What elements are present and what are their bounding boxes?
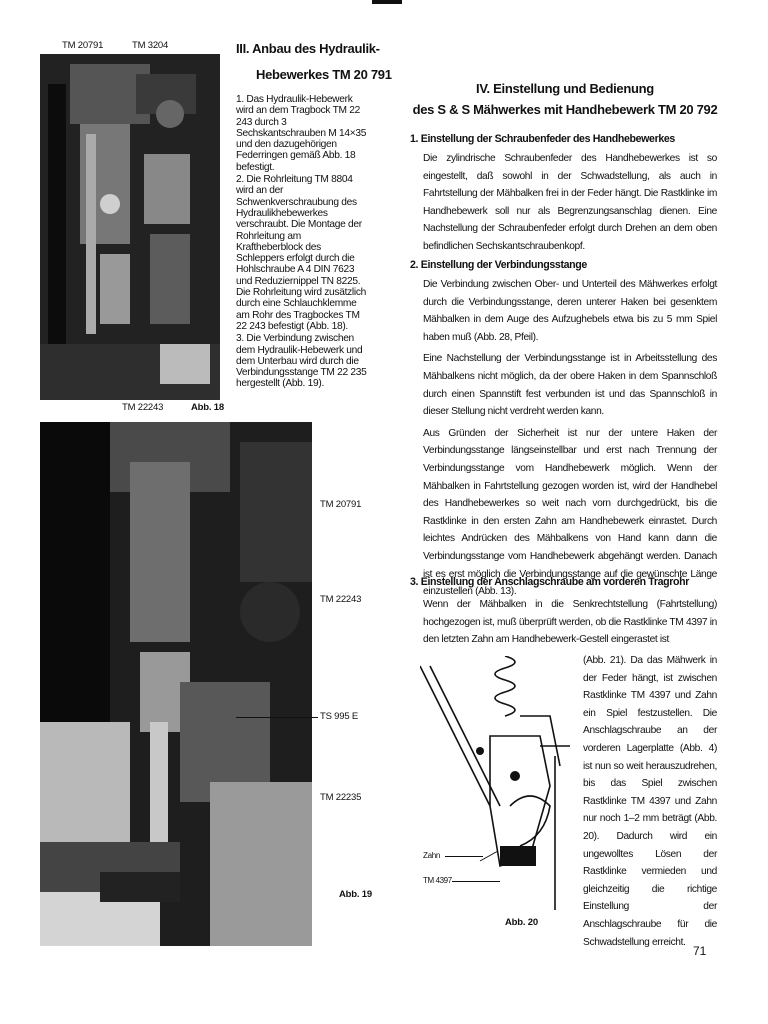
fig20-leader-tm4397 xyxy=(452,881,500,882)
fig19-caption: Abb. 19 xyxy=(339,889,372,900)
sub2-para-3: Aus Gründen der Sicherheit ist nur der untere Haken der Verbindungsstange längseinstellbar und erst nach Trennung der Verbindungsstange vom Handhebewerk möglich. Wenn der Mähbalken in Fahrtstellung gezogen worden ist, wird der Handhebel des Handhebewerkes so weit nach vorn durchgedrückt, bis die Rastklinke in den ersten Zahn am Handhebewerk einrastet. Durch leichtes Andrücken des Mähbalkens von Hand kann dann die Verbindungsstange vom Handhebewerk abgehängt werden. Danach ist es erst möglich die Verbindungsstange auf die gewünschte Länge einzustellen (Abb. 13). xyxy=(423,427,717,598)
scan-edge-mark xyxy=(372,0,402,4)
sub3-continued: (Abb. 21). Da das Mähwerk in der Feder hängt, ist zwischen Rastklinke TM 4397 und Zahn ein Spiel festzustellen. Die Anschlagschraube an der vorderen Lagerplatte (Abb. 4) ist nun so weit herauszudrehen, bis das Spiel zwischen Rastklinke TM 4397 und Zahn nur noch 1–2 mm beträgt (Abb. 20). Dadurch wird ein ungewolltes Lösen der Rastklinke vermieden und gleichzeitig die richtige Einstellung der Anschlagschraube für die Schwadstellung erreicht. xyxy=(583,655,717,948)
fig19-leader-line xyxy=(236,717,318,718)
sub2-para-1: Die Verbindung zwischen Ober- und Unterteil des Mähwerkes erfolgt durch die Verbindungsstange, deren unterer Haken bei gesenktem Mähbalken in dem Auge des Aufzughebels etwa bis zu 5 mm Spiel haben muß (Abb. 28, Pfeil). xyxy=(423,279,717,343)
fig18-caption: Abb. 18 xyxy=(191,402,224,413)
section3-title-line2: Hebewerkes TM 20 791 xyxy=(256,67,392,82)
section3-body xyxy=(236,94,370,391)
fig20-label-tm4397: TM 4397 xyxy=(423,876,452,885)
section3-item-2: 2. Die Rohrleitung TM 8804 wird an der Schwenkverschraubung des Hydraulikhebewerkes verschraubt. Die Montage der Rohrleitung am Kraftheberblock des Schleppers erfolgt durch die Hohlschraube A 4 DIN 7623 und Reduziernippel TN 8225. Die Rohrleitung wird zusätzlich durch eine Schlauchklemme am Rohr des Tragbockes TM 22 243 befestigt (Abb. 18). xyxy=(236,174,366,332)
sub3-continued-block xyxy=(583,652,717,951)
page-number: 71 xyxy=(693,944,707,958)
fig20-leader-zahn xyxy=(445,856,483,857)
fig18-ref-bottom: TM 22243 xyxy=(122,402,164,413)
fig19-label-tm20791: TM 20791 xyxy=(320,499,362,510)
figure-20-drawing xyxy=(420,656,570,910)
section4-title-line2: des S & S Mähwerkes mit Handhebewerk TM 20 792 xyxy=(412,102,718,117)
section3-item-1: 1. Das Hydraulik-Hebewerk wird an dem Tragbock TM 22 243 durch 3 Sechskantschrauben M 14×35 und den dazugehörigen Federringen gemäß Abb. 18 befestigt. xyxy=(236,94,367,173)
fig19-label-tm22235: TM 22235 xyxy=(320,792,362,803)
sub1-body xyxy=(423,150,717,256)
sub2-body xyxy=(423,276,717,601)
fig20-label-zahn: Zahn xyxy=(423,851,441,860)
sub1-text: Die zylindrische Schraubenfeder des Handhebewerkes ist so eingestellt, daß sowohl in der Schwadstellung, als auch in Fahrtstellung der Mähbalken frei in der Feder hängt. Die Rastklinke im Handhebewerk soll nur als Begrenzungsanschlag dienen. Eine Nachstellung der Schraubenfeder erfolgt durch Drehen an dem oben befindlichen Sechskantschraubenkopf. xyxy=(423,153,717,252)
sub3-intro-block xyxy=(423,596,717,649)
section3-item-3: 3. Die Verbindung zwischen dem Hydraulik-Hebewerk und dem Unterbau wird durch die Verbindungsstange TM 22 235 hergestellt (Abb. 19). xyxy=(236,333,367,390)
fig18-ref-top-left: TM 20791 xyxy=(62,40,104,51)
sub2-title: 2. Einstellung der Verbindungsstange xyxy=(410,259,587,271)
sub3-title: 3. Einstellung der Anschlagschraube am vorderen Tragrohr xyxy=(410,576,690,588)
section4-title-line1: IV. Einstellung und Bedienung xyxy=(476,81,654,96)
figure-18-photo xyxy=(40,54,220,400)
fig20-caption: Abb. 20 xyxy=(505,917,538,928)
fig19-label-ts995e: TS 995 E xyxy=(320,711,359,722)
sub3-intro: Wenn der Mähbalken in die Senkrechtstellung (Fahrtstellung) hochgezogen ist, muß überprüft werden, ob die Rastklinke TM 4397 in den letzten Zahn am Handhebewerk-Gestell eingerastet ist xyxy=(423,599,717,646)
section3-title-line1: III. Anbau des Hydraulik- xyxy=(236,41,380,56)
sub2-para-2: Eine Nachstellung der Verbindungsstange ist in Arbeitsstellung des Mähbalkens nicht möglich, da der obere Haken in dem Spannschloß durch einen Spannstift fest verbunden ist und das Spannschloß in dieser Stellung nicht verdreht werden kann. xyxy=(423,353,717,418)
sub1-title: 1. Einstellung der Schraubenfeder des Handhebewerkes xyxy=(410,133,675,145)
figure-19-photo xyxy=(40,422,312,946)
fig19-label-tm22243: TM 22243 xyxy=(320,594,362,605)
fig18-ref-top-right: TM 3204 xyxy=(132,40,169,51)
